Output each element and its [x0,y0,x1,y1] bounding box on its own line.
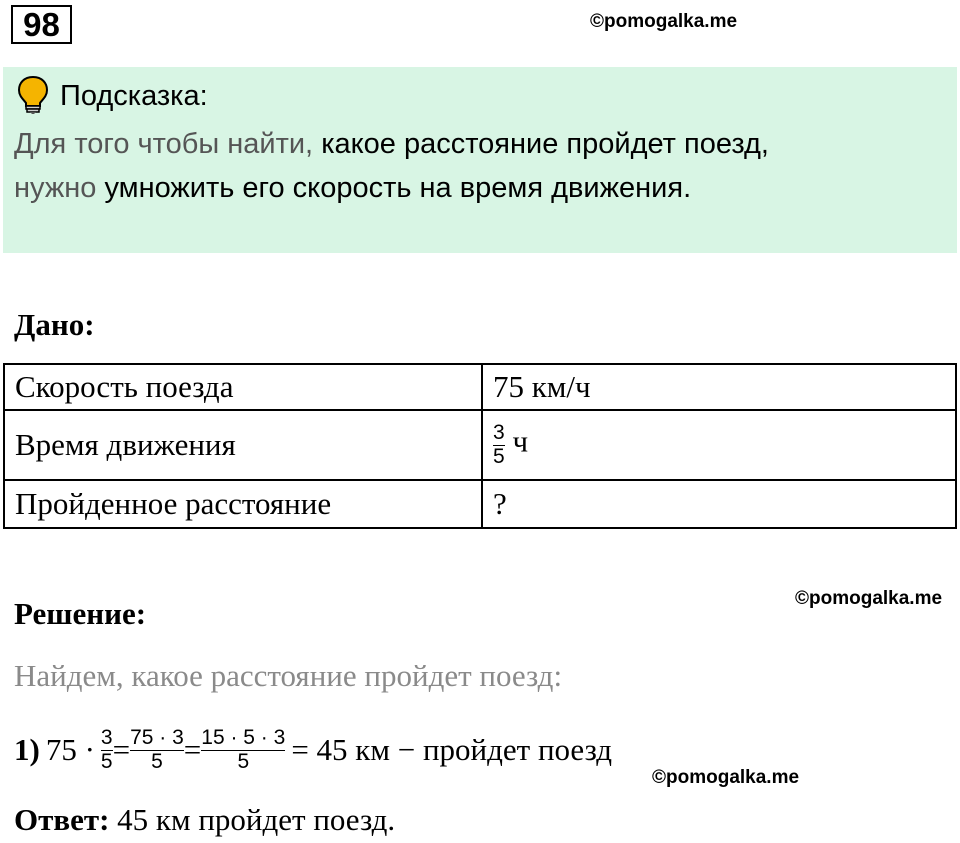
given-label-distance: Пройденное расстояние [4,480,482,528]
hint-line-2 [14,172,691,205]
given-heading: Дано: [14,307,95,342]
step-lead: 75 · [45,732,95,767]
problem-number: 98 [11,5,72,44]
equals-2: = [183,732,202,767]
hint-line-2-dark: умножить его скорость на время движения [104,172,684,204]
given-value-speed: 75 км/ч [482,364,956,410]
step-label: 1) [14,732,40,767]
table-row [4,410,956,480]
table-row [4,480,956,528]
solution-intro: Найдем, какое расстояние пройдет поезд: [14,658,563,693]
given-value-time [482,410,956,480]
fraction-2-num: 75 · 3 [130,726,184,750]
hint-line-1 [14,128,769,161]
answer-line [14,802,395,838]
fraction-1 [101,727,113,772]
fraction-2-den: 5 [151,749,163,773]
hint-line-2-end: . [683,172,692,204]
time-unit: ч [512,424,529,460]
given-table [3,363,957,529]
given-label-speed: Скорость поезда [4,364,482,410]
time-denominator: 5 [493,444,505,468]
fraction-3-num: 15 · 5 · 3 [201,726,286,750]
hint-title: Подсказка: [60,80,208,112]
lightbulb-icon [16,75,50,115]
fraction-1-num: 3 [100,726,113,750]
solution-step-1 [14,718,612,782]
solution-heading: Решение: [14,596,147,631]
hint-line-2-light: нужно [14,172,105,204]
fraction-2 [130,727,184,772]
watermark-bottom: ©pomogalka.me [652,767,800,788]
table-row [4,364,956,410]
watermark-middle: ©pomogalka.me [795,588,943,609]
watermark-top: ©pomogalka.me [590,11,738,32]
given-value-distance: ? [482,480,956,528]
given-label-time: Время движения [4,410,482,480]
fraction-3 [201,727,285,772]
answer-text: 45 км пройдет поезд. [117,802,396,837]
time-fraction [493,422,505,467]
time-numerator: 3 [493,421,505,445]
fraction-3-den: 5 [237,749,250,773]
hint-line-1-light: Для того чтобы найти, [14,128,322,160]
equals-1: = [112,732,131,767]
answer-label: Ответ: [14,802,110,837]
fraction-1-den: 5 [100,749,113,773]
step-result: = 45 км − пройдет поезд [291,732,613,767]
hint-line-1-dark: какое расстояние пройдет поезд, [321,128,769,160]
